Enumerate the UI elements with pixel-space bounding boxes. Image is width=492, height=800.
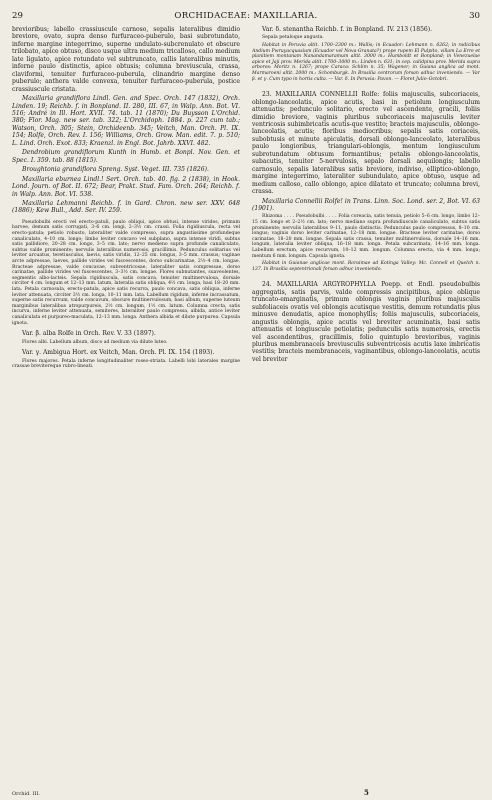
variety-description: Flores majores. Petala inferne longitudinaliter roseo-striata. Labelli lobi laterales margine crassae brevitereque rubro-lineati. bbox=[12, 358, 240, 370]
variety-heading: Var. β. alba Rolfe in Orch. Rev. V. 33 (1897). bbox=[22, 330, 156, 338]
signature-mark: Orchid. III. bbox=[12, 791, 41, 797]
variety-description: Flores albi. Labellum album, disco ad medium via dilute luteo. bbox=[22, 339, 168, 345]
page-number-left: 29 bbox=[12, 11, 23, 21]
variety-heading: Var. δ. stenantha Reichb. f. in Bonpland. IV. 213 (1856). bbox=[262, 26, 433, 33]
page-number-right: 30 bbox=[469, 11, 480, 21]
left-column bbox=[12, 26, 240, 790]
species-heading: 24. MAXILLARIA ARGYROPHYLLA Poepp. et Endl. pseudobulbis aggregatis, satis parvis, valde compressis ancipitibus, apice oblique truncato-emarginatis, primum oblongis vaginis pluribus majusculis subfoliaceis ovatis vel oblongis acutisque vestitis, demum rotundatis plus minusve denudatis, apice monophyllis; foliis majusculis, subcoriaceis, angustis oblongis, apice acutis vel breviter acuminatis, basi satis attenuatis et longiuscule petiolatis; pedunculis satis numerosis, erectis vel ascendentibus, gracillimis, folio quintuplo brevioribus, vaginis pluribus membranaceis breviusculis subventricosis acutis laxe imbricatis vestitis; bracteis membranaceis, vaginantibus, oblongo-lanceolatis, acutis vel breviter bbox=[252, 281, 480, 363]
species-heading: 23. MAXILLARIA CONNELLII Rolfe: foliis majusculis, subcoriaceis, oblongo-lanceolatis, apice acutis, basi in petiolum longiusculum attenuatis; pedunculo solitario, erecto vel ascendente, gracili, foliis dimidio breviore, vaginis pluribus subcoriaceis majusculis leviter ventricosis subimbricatis acutis-que vestito; bracteis majusculis, oblongo-lanceolatis, acutis; floribus mediocribus; sepalis satis coriaceis, subobtusis et minute apiculatis, dorsali oblongo-lanceolato, lateralibus paulo longioribus, triangulari-oblongis, mentum longiusculum subrotundatum obtusum formantibus; petalis oblongo-lanceolatis, subacutis, tenuiter 5-nervulosis, sepalo dorsali aequilongis; labello carnosulo, sepalis lateralibus satis breviore, indiviso, elliptico-oblongo, margine integerrimo, lateraliter subundulato, apice obtuso, usque ad medium calloso, callo oblongo, apice dilatato et truncato; columna brevi, crassa. bbox=[252, 91, 480, 196]
habitat-note: Habitat in Peruvia altit. 1700–2300 m.: Wallis; in Ecuador: Lehmann n. 6262; in radicibus Andium Pwruyacquasium (Ecuador vel Nova-Granata?) prope rupem El Pulpito, villam La Erre et planitiem montanam Nanandamaramum altit. 3000 m.: Humboldt et Bonpland; in Venezuelae apice et Jaji prov. Merida altit. 1700–3000 m.: Linden n. 631; in cep. calidpina prov. Merida supra arbores: Moritz n. 1267; prope Caraca: Schlim n. 35; Wagener; in Guiana anglica ad mont. Marmaroeni altit. 2000 m.: Schomburgk. In Brasilia centrorum forsan adhuc inveniendo. — Var β. et γ. Cum typo in hortis culta. — Var. δ. In Peruvia: Pavon. — Floret Julio–Octobri. bbox=[252, 43, 480, 82]
synonym-reference: Maxillaria Connellii Rolfe! in Trans. Linn. Soc. Lond. ser. 2, Bot. VI. 63 (1901). bbox=[252, 197, 480, 212]
synonym-reference: Maxillaria Lehmanni Reichb. f. in Gard. Chron. new ser. XXV. 648 (1886); Kew Bull., Add. Ser. IV. 259. bbox=[12, 199, 240, 215]
sheet-number: 5 bbox=[364, 788, 369, 797]
synonym-reference: Maxillaria eburnea Lindl.! Sert. Orch. tab. 40. fig. 2 (1838), in Hook. Lond. Journ. of Bot. II. 672; Bear, Prakt. Stud. Fam. Orch. 264; Reichb. f. in Walp. Ann. Bot. VI. 538. bbox=[12, 175, 240, 198]
synonym-reference: Dendrobium grandiflorum Kunth in Humb. et Bonpl. Nov. Gen. et Spec. I. 359. tab. 88 (1815). bbox=[12, 149, 240, 164]
right-column bbox=[252, 26, 480, 790]
variety-heading: Var. γ. Ambigua Hort. ex Veitch, Man. Orch. Pl. IX. 154 (1893). bbox=[22, 349, 215, 357]
running-title: ORCHIDACEAE: MAXILLARIA. bbox=[174, 11, 318, 21]
species-description-continued: brevioribus; labello crassiuscule carnoso, sepalis lateralibus dimidio breviore, ovato, supra denso furfuraceo-puberulo, basi subrotundato, inferne margine integerrimo, superne undulato-subcrenulato et obscure trilobato, apice obtuso, disco usque ultra medium tricalloso, callo medium late ligulato, apice rotundato vel subtruncato, callis lateralibus minutis, inferne paulo distinctis, apice obtusis; columna breviuscula, crassa, claviformi, tenuiter furfuraceo-puberula, clinandrio margine denso puberulo; anthera valde convexa, tenuiter furfuraceo-puberula, postice crassiuscule cristata. bbox=[12, 26, 240, 93]
habitat-note: Habitat in Guianae anglicae mont. Roraimae ad Kotinga Valley: Mc. Connell et Quelch n. 137. In Brasilia septentrionali forsan adhuc inveniendo. bbox=[252, 261, 480, 272]
variety-description: Sepala petaloque angusta. bbox=[262, 35, 324, 41]
detailed-description: Pseudobulbi erecti vel erecto-patuli, paulo obliqui, apice obtusi, intense virides, primum barvee, demum satis corrugati, 3–6 cm. longi, 2–3½ cm. crassi. Folia rigidiuscula, recta vel erecto-patula; petiolo robusto, lateraliter valde compresso, supra angustissime profundeque canaliculato, 4–10 cm. longo; limbo leviter concavo vel subplano, supra intense viridi, subtus satis pallidiore, 20–28 cm. longo, 3–5 cm. lato; nervo medieno supra profunde canaliculato, subtus valde prominente; nervulis lateralibus numerosis, gracillimis. Pedunculus solitarius vel leviter arcuatus, teretiusculus, laevis, satis viridis, 12–25 cm. longus, 3–5 mm. crassus; vaginae arcte adpressae, laeves, pallide virides vel fuscescentes, dorso subcarinatae, 2½–4 cm. longae. Bracteae adpressae, valde concavae, subventricosae, lateraliter satis compressae, dorso carinatae, pallide virides vel fuscescentes, 3–3½ cm. longae. Flores subnutantes, suaveolentes, segmentis albo-lacteis. Sepala rigidiuscula, satis concava, tenuiter multinervulosa, dorsale circiter 4 cm. longum et 12–13 mm. latum, lateralia satis obliqua, 4½ cm. longa, basi 18–20 mm. lata. Petala carnosula, erecto-patula, apice satis recurva, paulo concava, satis obliqua, inferne leviter attenuata, circiter 3½ cm. longa, 10–11 mm. lata. Labellum rigidum, inferne incrassatum, superne satis recurvum, valde concavum, obscure multinervulosum, basi album, superne luteum marginibus lateralibus atropurpureis, 2½ cm. longum, 1½ cm. latum. Columna crecta, satis incurva, inferne leviter attenuata, semiteres, lateraliter paulo compressa, albida, antice leviter canaliculata et purpureo-maculata, 12–13 mm. longa. Anthera albida et dilute purpurea. Capsula ignota. bbox=[12, 219, 240, 326]
detailed-description: Rhizoma . . . . Pseudobulbi . . . . Folia coreacia, satis tenuia, petiolo 5–6 cm. longo, limbo 12–15 cm. longo et 2–2½ cm. lato; nervo mediano supra profundiuscule canaliculato, subtus satis prominente; nervulis lateralibus 9–11, paulo distinctis. Pedunculus paulo compressus, 8–10 cm. longus; vaginis dorso leviter carinatae, 12–18 mm. longae. Bracteae leviter carinatae, dorso carinatae, 18–20 mm. longae. Sepala satis crassa, tenuiter multinervulosa, dorsale 14–16 mm. longum, lateralia leviter obliqua, 16–18 mm. longa. Petala subcarinata, 14–16 mm. longa. Labellum erectum, apice recurvum, 10–12 mm. longum. Columna erecta, via 4 mm. longa; mentum 6 mm. longum. Capsula ignota. bbox=[252, 214, 480, 259]
page-header bbox=[12, 11, 480, 23]
synonym-reference: Broughtonia grandiflora Spreng. Syst. Veget. III. 735 (1826). bbox=[22, 166, 209, 174]
synonym-reference: Maxillaria grandiflora Lindl. Gen. and Spec. Orch. 147 (1832), Orch. Linden. 19; Reichb. f. in Bonpland. II. 280, III. 67, in Walp. Ann. Bot. VI. 516; André in Ill. Hort. XVII. 74. tab. 11 (1870); Du Buysson L'Orchid. 380; Flor. Mag. new ser. tab. 322; L'Orchidoph. 1884. p. 227 cum tab.; Watson, Orch. 305; Stein, Orchideenb. 345; Veitch, Man. Orch. Pl. IX. 154; Rolfe, Orch. Rev. I. 156; Williams, Orch. Grow. Man. edit. 7. p. 510; L. Lind. Orch. Exot. 833; Kraenzl. in Engl. Bot. Jahrb. XXVI. 482. bbox=[12, 95, 240, 147]
